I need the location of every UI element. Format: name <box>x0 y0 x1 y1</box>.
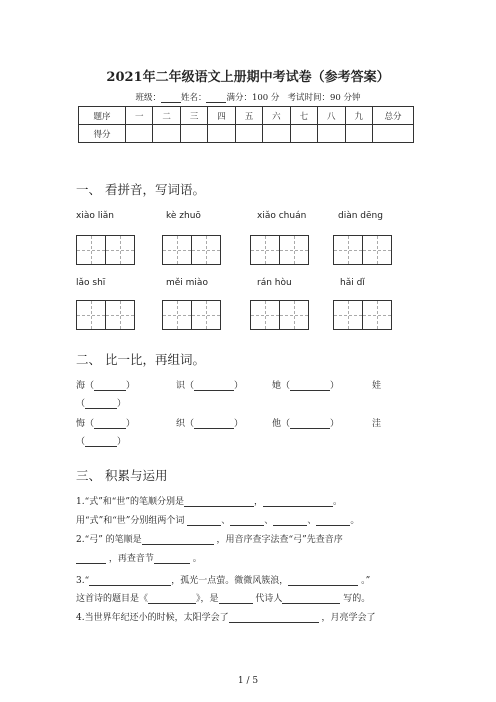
score-header-cell: 五 <box>235 107 262 125</box>
answer-blank[interactable] <box>154 553 190 564</box>
score-header-cell: 九 <box>345 107 373 125</box>
class-label: 班级： <box>135 93 161 103</box>
answer-blank[interactable] <box>316 515 350 526</box>
compare-item: 她（ ） <box>272 381 340 391</box>
answer-blank[interactable] <box>148 593 196 604</box>
exam-time: 考试时间：90 分钟 <box>287 93 361 103</box>
score-cell <box>126 125 153 143</box>
name-label: 姓名： <box>180 93 207 103</box>
class-blank <box>161 93 181 103</box>
question-2a: 2.“弓” 的笔顺是 ，用音序查字法查“弓”先查音序 <box>76 535 343 545</box>
score-cell <box>153 125 180 143</box>
answer-blank[interactable] <box>230 515 264 526</box>
score-header-cell: 二 <box>153 107 180 125</box>
compare-item: （ ） <box>76 399 127 409</box>
name-blank <box>206 93 226 103</box>
writing-grid[interactable] <box>333 235 392 265</box>
answer-blank[interactable] <box>273 515 307 526</box>
question-3a: 3.“ ，孤光一点萤。微微风簇浪， 。” <box>76 576 371 586</box>
score-header-cell: 三 <box>180 107 207 125</box>
answer-blank[interactable] <box>85 436 117 447</box>
question-3b: 这首诗的题目是《 》，是 代诗人 写的。 <box>76 594 371 604</box>
question-2b: ，再查音节 。 <box>76 551 202 564</box>
answer-blank[interactable] <box>89 575 171 586</box>
score-header-cell: 一 <box>126 107 153 125</box>
answer-blank[interactable] <box>282 593 340 604</box>
question-1a: 1.“式”和“世”的笔顺分别是 ， 。 <box>76 497 343 507</box>
score-header-cell: 总分 <box>373 107 414 125</box>
score-cell <box>373 125 414 143</box>
compare-item: （ ） <box>76 437 127 447</box>
question-4: 4.当世界年纪还小的时候，太阳学会了 ，月亮学会了 <box>76 613 376 623</box>
answer-blank[interactable] <box>194 418 234 429</box>
exam-info <box>0 91 496 103</box>
compare-item: 娃 <box>372 381 382 391</box>
pinyin: rán hòu <box>257 278 292 288</box>
section1-heading: 一、 看拼音，写词语。 <box>76 182 205 197</box>
pinyin: lǎo shī <box>76 278 106 288</box>
writing-grid[interactable] <box>250 300 309 330</box>
answer-blank[interactable] <box>290 418 330 429</box>
answer-blank[interactable] <box>85 398 117 409</box>
score-header-cell: 七 <box>290 107 317 125</box>
score-header-row <box>79 107 414 125</box>
answer-blank[interactable] <box>290 380 330 391</box>
score-cell <box>208 125 235 143</box>
score-row <box>79 125 414 143</box>
score-cell <box>263 125 290 143</box>
writing-grid[interactable] <box>250 235 309 265</box>
compare-item: 织（ ） <box>176 419 244 429</box>
pinyin: kè zhuō <box>166 211 201 221</box>
score-cell <box>290 125 317 143</box>
compare-item: 海（ ） <box>76 381 136 391</box>
page-number: 1 / 5 <box>237 676 259 686</box>
answer-blank[interactable] <box>229 612 319 623</box>
score-header-cell: 四 <box>208 107 235 125</box>
compare-item: 他（ ） <box>272 419 340 429</box>
writing-grid[interactable] <box>162 300 221 330</box>
section3-heading: 三、 积累与运用 <box>76 468 168 483</box>
answer-blank[interactable] <box>184 496 254 507</box>
answer-blank[interactable] <box>288 575 358 586</box>
pinyin: měi miào <box>166 278 208 288</box>
pinyin: xiǎo chuán <box>257 211 307 221</box>
score-header-cell: 六 <box>263 107 290 125</box>
answer-blank[interactable] <box>187 515 221 526</box>
pinyin: diàn dēng <box>338 211 383 221</box>
answer-blank[interactable] <box>76 553 106 564</box>
writing-grid[interactable] <box>76 235 135 265</box>
score-cell <box>345 125 373 143</box>
answer-blank[interactable] <box>194 380 234 391</box>
question-1b: 用“式”和“世”分别组两个词 、 、 、 。 <box>76 516 360 526</box>
score-header-cell: 八 <box>318 107 345 125</box>
compare-item: 悔（ ） <box>76 419 136 429</box>
compare-item: 洼 <box>372 419 382 429</box>
answer-blank[interactable] <box>94 380 126 391</box>
page-title: 2021年二年级语文上册期中考试卷（参考答案） <box>106 70 390 85</box>
answer-blank[interactable] <box>142 534 214 545</box>
answer-blank[interactable] <box>263 496 333 507</box>
score-cell <box>180 125 207 143</box>
pinyin: hǎi dǐ <box>340 278 365 288</box>
full-score: 满分：100 分 <box>226 93 280 103</box>
score-header-cell: 题序 <box>79 107 126 125</box>
pinyin: xiào liǎn <box>76 211 114 221</box>
writing-grid[interactable] <box>333 300 392 330</box>
writing-grid[interactable] <box>76 300 135 330</box>
section2-heading: 二、 比一比，再组词。 <box>76 352 205 367</box>
writing-grid[interactable] <box>162 235 221 265</box>
score-cell <box>235 125 262 143</box>
score-cell <box>318 125 345 143</box>
answer-blank[interactable] <box>94 418 126 429</box>
compare-item: 识（ ） <box>176 381 244 391</box>
answer-blank[interactable] <box>219 593 253 604</box>
score-row-label: 得分 <box>79 125 126 143</box>
score-table <box>78 106 414 143</box>
